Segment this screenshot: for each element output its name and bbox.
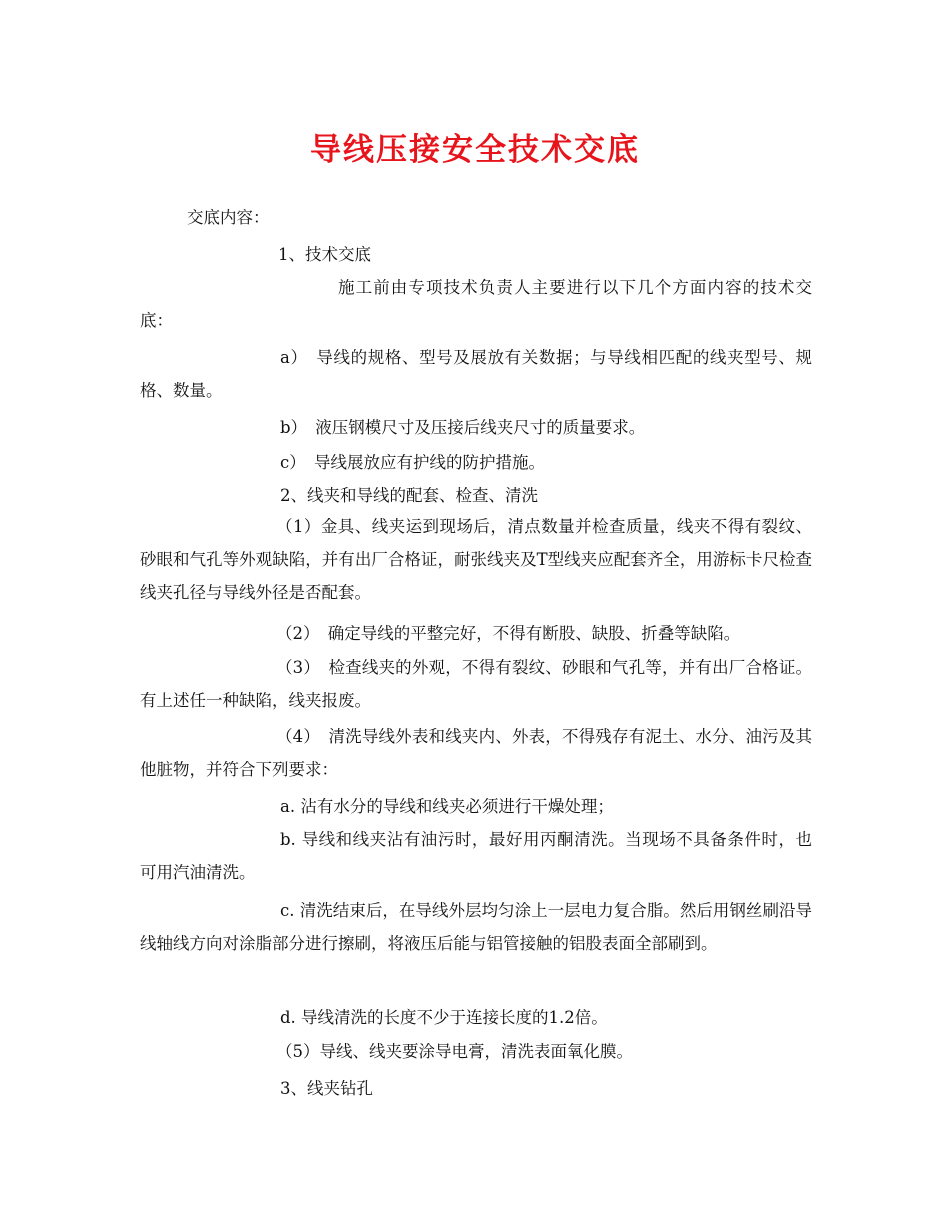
paragraph-section-2-heading: 2、线夹和导线的配套、检查、清洗: [280, 486, 538, 505]
paragraph-section-3-heading: 3、线夹钻孔: [280, 1079, 373, 1098]
paragraph-item-b: b） 液压钢模尺寸及压接后线夹尺寸的质量要求。: [280, 418, 646, 437]
paragraph-sub-b: b. 导线和线夹沾有油污时，最好用丙酮清洗。当现场不具备条件时，也可用汽油清洗。: [140, 830, 812, 882]
paragraph-item-1: （1）金具、线夹运到现场后，清点数量并检查质量，线夹不得有裂纹、砂眼和气孔等外观缺陷，并有出厂合格证，耐张线夹及T型线夹应配套齐全，用游标卡尺检查线夹孔径与导线外径是否配套。: [140, 517, 812, 602]
paragraph-technical-briefing: 施工前由专项技术负责人主要进行以下几个方面内容的技术交底：: [140, 278, 812, 330]
document-title: 导线压接安全技术交底: [310, 132, 640, 168]
paragraph-section-1-heading: 1、技术交底: [278, 245, 371, 264]
paragraph-item-a: a） 导线的规格、型号及展放有关数据；与导线相匹配的线夹型号、规格、数量。: [140, 348, 812, 400]
paragraph-item-4: （4） 清洗导线外表和线夹内、外表，不得残存有泥土、水分、油污及其他脏物，并符合下列要求：: [140, 727, 812, 779]
paragraph-item-3: （3） 检查线夹的外观，不得有裂纹、砂眼和气孔等，并有出厂合格证。有上述任一种缺陷，线夹报废。: [140, 658, 812, 710]
paragraph-sub-a: a. 沾有水分的导线和线夹必须进行干燥处理；: [280, 797, 614, 816]
paragraph-item-c: c） 导线展放应有护线的防护措施。: [280, 453, 545, 472]
paragraph-sub-d: d. 导线清洗的长度不少于连接长度的1.2倍。: [280, 1008, 608, 1027]
paragraph-content-heading: 交底内容：: [187, 208, 270, 227]
paragraph-item-2: （2） 确定导线的平整完好，不得有断股、缺股、折叠等缺陷。: [276, 624, 741, 643]
paragraph-sub-c: c. 清洗结束后，在导线外层均匀涂上一层电力复合脂。然后用钢丝刷沿导线轴线方向对涂脂部分进行擦刷，将液压后能与铝管接触的铝股表面全部刷到。: [140, 901, 812, 953]
paragraph-item-5: （5）导线、线夹要涂导电膏，清洗表面氧化膜。: [276, 1042, 633, 1061]
